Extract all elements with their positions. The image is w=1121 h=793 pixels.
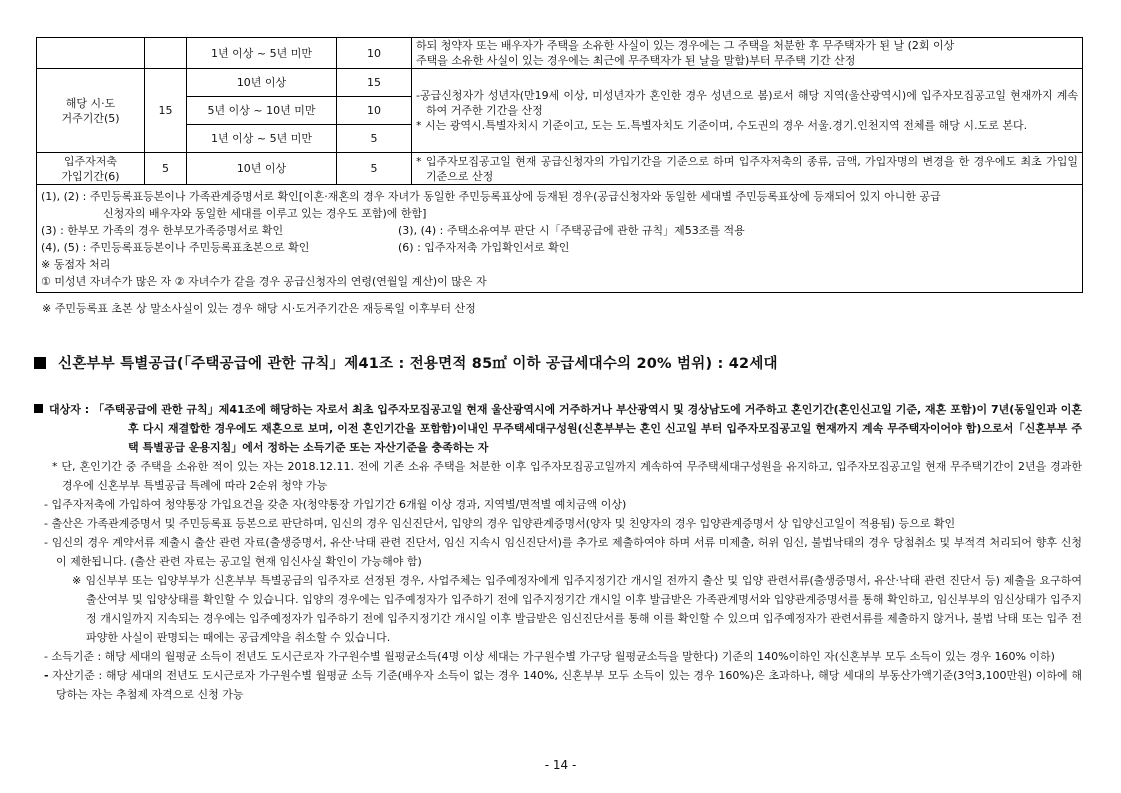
score-cell: 5 (337, 153, 412, 185)
asset-criteria-item: - 자산기준 : 해당 세대의 전년도 도시근로자 가구원수별 월평균 소득 기준(배우자 소득이 없는 경우 140%, 신혼부부 모두 소득이 있는 경우 160%)은 초과하나, 해당 세대의 부동산가액기준(3억3,100만원) 이하에 해당하는 자는 추첨제 자격으로 신청 가능 (44, 669, 1082, 701)
score-table (36, 37, 1083, 293)
max-score-cell: 5 (145, 153, 187, 185)
table-row (37, 153, 1083, 185)
section-body (34, 400, 1082, 704)
square-bullet-icon (34, 357, 46, 369)
table-footnote: ※ 주민등록표 초본 상 말소사실이 있는 경우 해당 시·도거주기간은 재등록일 이후부터 산정 (42, 302, 476, 315)
target-paragraph: 대상자 : 「주택공급에 관한 규칙」제41조에 해당하는 자로서 최초 입주자모집공고일 현재 울산광역시에 거주하거나 부산광역시 및 경상남도에 거주하고 혼인기간(혼인신고일 기준, 재혼 포함)이 7년(동일인과 이혼 후 다시 재결합한 경우에도 재혼으로 보며, 이전 혼인기간을 포함함)이내인 무주택세대구성원(신혼부부는 혼인 신고일 부터 입주자모집공고일 현재까지 계속 무주택자이어야 함)으로서「신혼부부 주택 특별공급 운용지침」에서 정하는 소득기준 또는 자산기준을 충족하는 자 (34, 400, 1082, 457)
score-cell: 15 (337, 69, 412, 97)
description-cell: * 입주자모집공고일 현재 공급신청자의 가입기간을 기준으로 하며 입주자저축의 종류, 금액, 가입자명의 변경을 한 경우에도 최초 가입일 기준으로 산정 (412, 153, 1083, 185)
category-cell: 입주자저축 가입기간(6) (37, 153, 145, 185)
score-cell: 10 (337, 97, 412, 125)
period-cell: 10년 이상 (187, 153, 337, 185)
description-cell: 하되 청약자 또는 배우자가 주택을 소유한 사실이 있는 경우에는 그 주택을 처분한 후 무주택자가 된 날 (2회 이상 주택을 소유한 사실이 있는 경우에는 최근에 무주택자가 된 날을 말함)부터 무주택 기간 산정 (412, 38, 1083, 69)
period-cell: 10년 이상 (187, 69, 337, 97)
pregnancy-note: ※ 임신부부 또는 입양부부가 신혼부부 특별공급의 입주자로 선정된 경우, 사업주체는 입주예정자에게 입주지정기간 개시일 전까지 출산 및 입양 관련서류(출생증명서, 유산·낙태 관련 진단서 등) 제출을 요구하여 출산여부 및 입양상태를 확인할 수 있습니다. 입양의 경우에는 입주예정자가 입주하기 전에 입주지정기간 개시일 이후 발급받은 가족관계명서와 입양관계증명서를 통해 확인하고, 임신부부의 임신상태가 입주지정 개시일까지 지속되는 경우에는 입주예정자가 입주하기 전에 입주지정기간 개시일 이후 발급받은 임신진단서를 통해 이를 확인할 수 있으며 입주예정자가 관련서류를 제출하지 않거나, 불법 낙태 또는 입주 전 파양한 사실이 판명되는 때에는 공급계약을 취소할 수 있습니다. (72, 574, 1082, 644)
list-item: - 입주자저축에 가입하여 청약통장 가입요건을 갖춘 자(청약통장 가입기간 6개월 이상 경과, 지역별/면적별 예치금액 이상) (44, 498, 627, 511)
page-number: - 14 - (544, 758, 577, 772)
list-item: - 출산은 가족관계증명서 및 주민등록표 등본으로 판단하며, 임신의 경우 임신진단서, 입양의 경우 입양관계증명서(양자 및 친양자의 경우 입양관계증명서 상 입양신고일이 적용됨) 등으로 확인 (44, 517, 956, 530)
table-row (37, 38, 1083, 69)
period-cell: 5년 이상 ~ 10년 미만 (187, 97, 337, 125)
table-notes-row (37, 185, 1083, 293)
max-score-cell: 15 (145, 69, 187, 153)
period-cell: 1년 이상 ~ 5년 미만 (187, 125, 337, 153)
table-row (37, 69, 1083, 97)
description-cell: -공급신청자가 성년자(만19세 이상, 미성년자가 혼인한 경우 성년으로 봄)로서 해당 지역(울산광역시)에 입주자모집공고일 현재까지 계속하여 거주한 기간을 산정 * 시는 광역시․특별자치시 기준이고, 도는 도․특별자치도 기준이며, 수도권의 경우 서울․경기․인천지역 전체를 해당 시․도로 본다. (412, 69, 1083, 153)
period-cell: 1년 이상 ~ 5년 미만 (187, 38, 337, 69)
table-notes: (1), (2) : 주민등록표등본이나 가족관계증명서로 확인[이혼·재혼의 경우 자녀가 동일한 주민등록표상에 등재된 경우(공급신청자와 동일한 세대별 주민등록표상에 등재되어 있지 아니한 공급 신청자의 배우자와 동일한 세대를 이루고 있는 경우도 포함)에 한함] (3) : 한부모 가족의 경우 한부모가족증명서로 확인 (3), (4) : 주택소유여부 판단 시「주택공급에 관한 규칙」제53조를 적용 (4), (5) : 주민등록표등본이나 주민등록표초본으로 확인 (6) : 입주자저축 가입확인서로 확인 ※ 동점자 처리 ① 미성년 자녀수가 많은 자 ② 자녀수가 같을 경우 공급신청자의 연령(연월일 계산)이 많은 자 (37, 185, 1083, 293)
income-criteria-item: - 소득기준 : 해당 세대의 월평균 소득이 전년도 도시근로자 가구원수별 월평균소득(4명 이상 세대는 가구원수별 가구당 월평균소득을 말한다) 기준의 140%이하인 자(신혼부부 모두 소득이 있는 경우 160% 이하) (44, 650, 1055, 663)
exception-note: * 단, 혼인기간 중 주택을 소유한 적이 있는 자는 2018.12.11. 전에 기존 소유 주택을 처분한 이후 입주자모집공고일까지 계속하여 무주택세대구성원을 유지하고, 입주자모집공고일 현재 무주택기간이 2년을 경과한 경우에 신혼부부 특별공급 특례에 따라 2순위 청약 가능 (52, 460, 1082, 492)
score-cell: 10 (337, 38, 412, 69)
score-cell: 5 (337, 125, 412, 153)
category-cell: 해당 시·도 거주기간(5) (37, 69, 145, 153)
section-heading: 신혼부부 특별공급(「주택공급에 관한 규칙」제41조 : 전용면적 85㎡ 이하 공급세대수의 20% 범위) : 42세대 (34, 352, 778, 373)
square-bullet-icon (34, 404, 43, 413)
list-item: - 임신의 경우 계약서류 제출시 출산 관련 자료(출생증명서, 유산·낙태 관련 진단서, 임신 지속시 임신진단서)를 추가로 제출하여야 하며 서류 미제출, 허위 임신, 불법낙태의 경우 당첨취소 및 부적격 처리되어 향후 신청이 제한됩니다. (출산 관련 자료는 공고일 현재 임신사실 확인이 가능해야 함) (44, 536, 1082, 568)
